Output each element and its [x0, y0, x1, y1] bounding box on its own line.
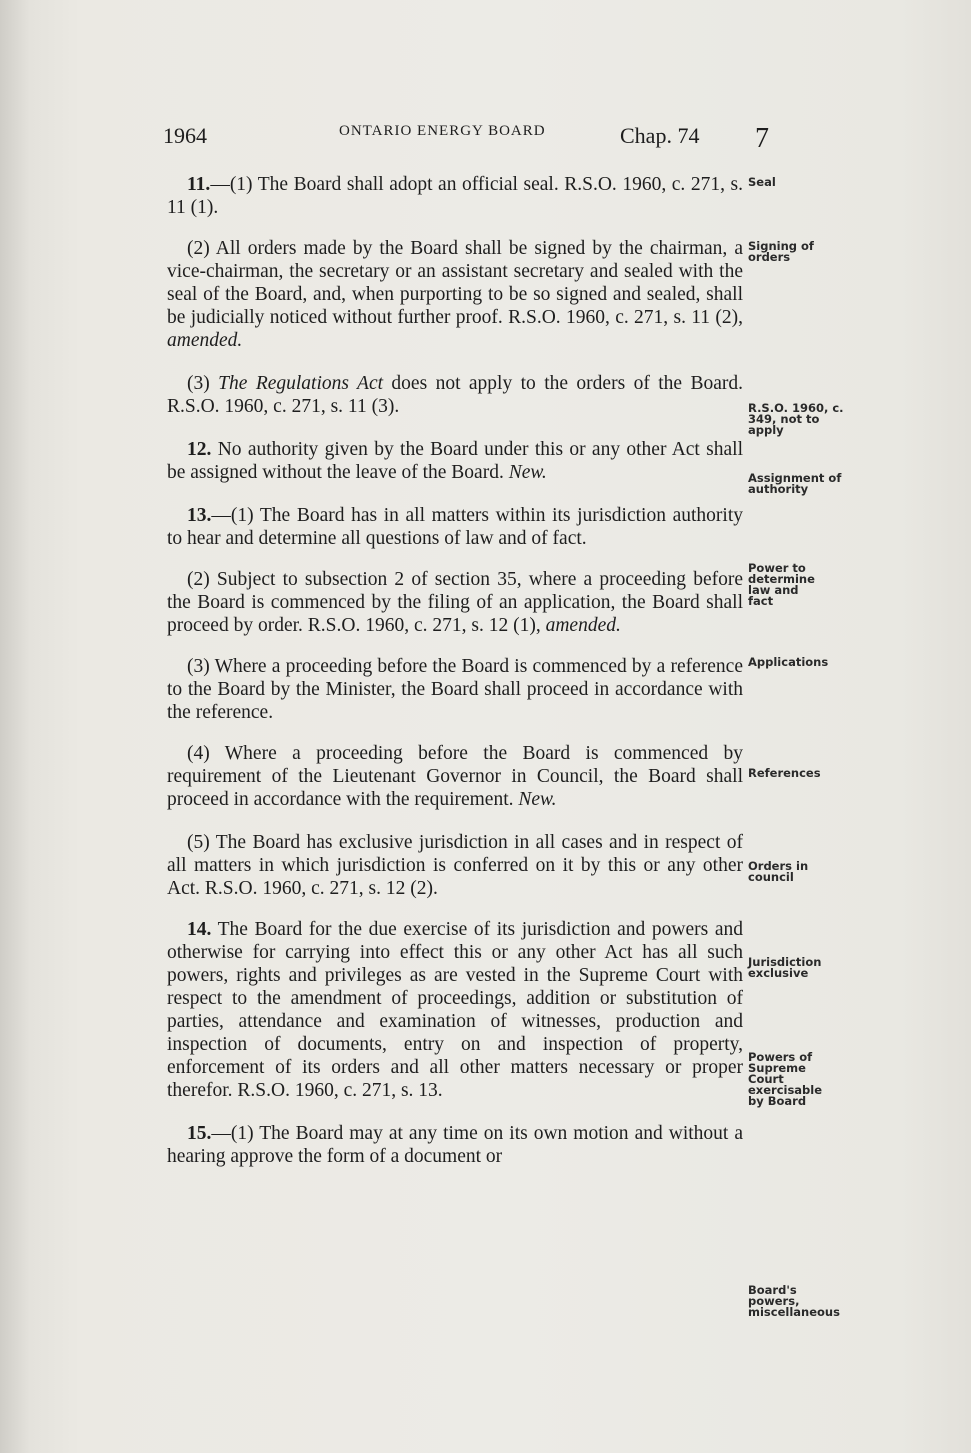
header-year: 1964 — [163, 123, 207, 148]
section-number: 12. — [187, 439, 212, 460]
margin-note-references: References — [748, 766, 821, 780]
margin-note-seal: Seal — [748, 175, 776, 189]
page-number: 7 — [755, 123, 769, 154]
section-13-4: (4) Where a proceeding before the Board is commenced by requirement of the Lieutenant Governor in Council, the Board shall proceed in accordance with the requirement. New. — [167, 743, 743, 810]
margin-note-regulations-act: R.S.O. 1960, c. 349, not to apply — [748, 401, 844, 437]
header-chapter: Chap. 74 — [620, 123, 700, 148]
margin-note-supreme-court: Powers of Supreme Court exercisable by Board — [748, 1050, 823, 1108]
header-title: ONTARIO ENERGY BOARD — [339, 123, 546, 139]
section-11-2: (2) All orders made by the Board shall be signed by the chairman, a vice-chairman, the secretary or an assistant secretary and sealed with the seal of the Board, and, when purporting to be so signed and sealed, shall be judicially noticed without further proof. R.S.O. 1960, c. 271, s. 11 (2), amended. — [167, 238, 743, 351]
section-11-1: 11.—(1) The Board shall adopt an official seal. R.S.O. 1960, c. 271, s. 11 (1). — [167, 174, 743, 218]
section-13-2: (2) Subject to subsection 2 of section 35, where a proceeding before the Board is commenced by the filing of an application, the Board shall proceed by order. R.S.O. 1960, c. 271, s. 12 (1), amended. — [167, 569, 743, 636]
margin-note-jurisdiction: Jurisdiction exclusive — [748, 955, 822, 980]
section-13-3: (3) Where a proceeding before the Board is commenced by a reference to the Board by the Minister, the Board shall proceed in accordance with the reference. — [167, 656, 743, 723]
statute-body — [167, 173, 743, 1168]
section-13-1: 13.—(1) The Board has in all matters within its jurisdiction authority to hear and determine all questions of law and of fact. — [167, 505, 743, 549]
margin-note-assignment: Assignment of authority — [748, 471, 842, 496]
margin-note-signing: Signing of orders — [748, 239, 814, 264]
margin-note-miscellaneous: Board's powers, miscellaneous — [748, 1283, 840, 1319]
margin-note-applications: Applications — [748, 655, 829, 669]
section-12: 12. No authority given by the Board under this or any other Act shall be assigned without the leave of the Board. New. — [167, 439, 743, 483]
section-14: 14. The Board for the due exercise of its jurisdiction and powers and otherwise for carrying into effect this or any other Act has all such powers, rights and privileges as are vested in the Supreme Court with respect to the amendment of proceedings, addition or substitution of parties, attendance and examination of witnesses, production and inspection of documents, entry on and inspection of property, enforcement of its orders and all other matters necessary or proper therefor. R.S.O. 1960, c. 271, s. 13. — [167, 919, 743, 1101]
section-11-3: (3) The Regulations Act does not apply to the orders of the Board. R.S.O. 1960, c. 271, s. 11 (3). — [167, 373, 743, 417]
section-number: 13. — [187, 505, 212, 526]
margin-note-power: Power to determine law and fact — [748, 561, 815, 608]
section-number: 14. — [187, 919, 212, 940]
margin-note-orders-in-council: Orders in council — [748, 859, 809, 884]
section-number: 15. — [187, 1123, 212, 1144]
section-number: 11. — [187, 174, 211, 195]
page-header — [163, 123, 769, 154]
section-13-5: (5) The Board has exclusive jurisdiction in all cases and in respect of all matters in which jurisdiction is conferred on it by this or any other Act. R.S.O. 1960, c. 271, s. 12 (2). — [167, 832, 743, 899]
section-15-1: 15.—(1) The Board may at any time on its own motion and without a hearing approve the form of a document or — [167, 1123, 743, 1167]
